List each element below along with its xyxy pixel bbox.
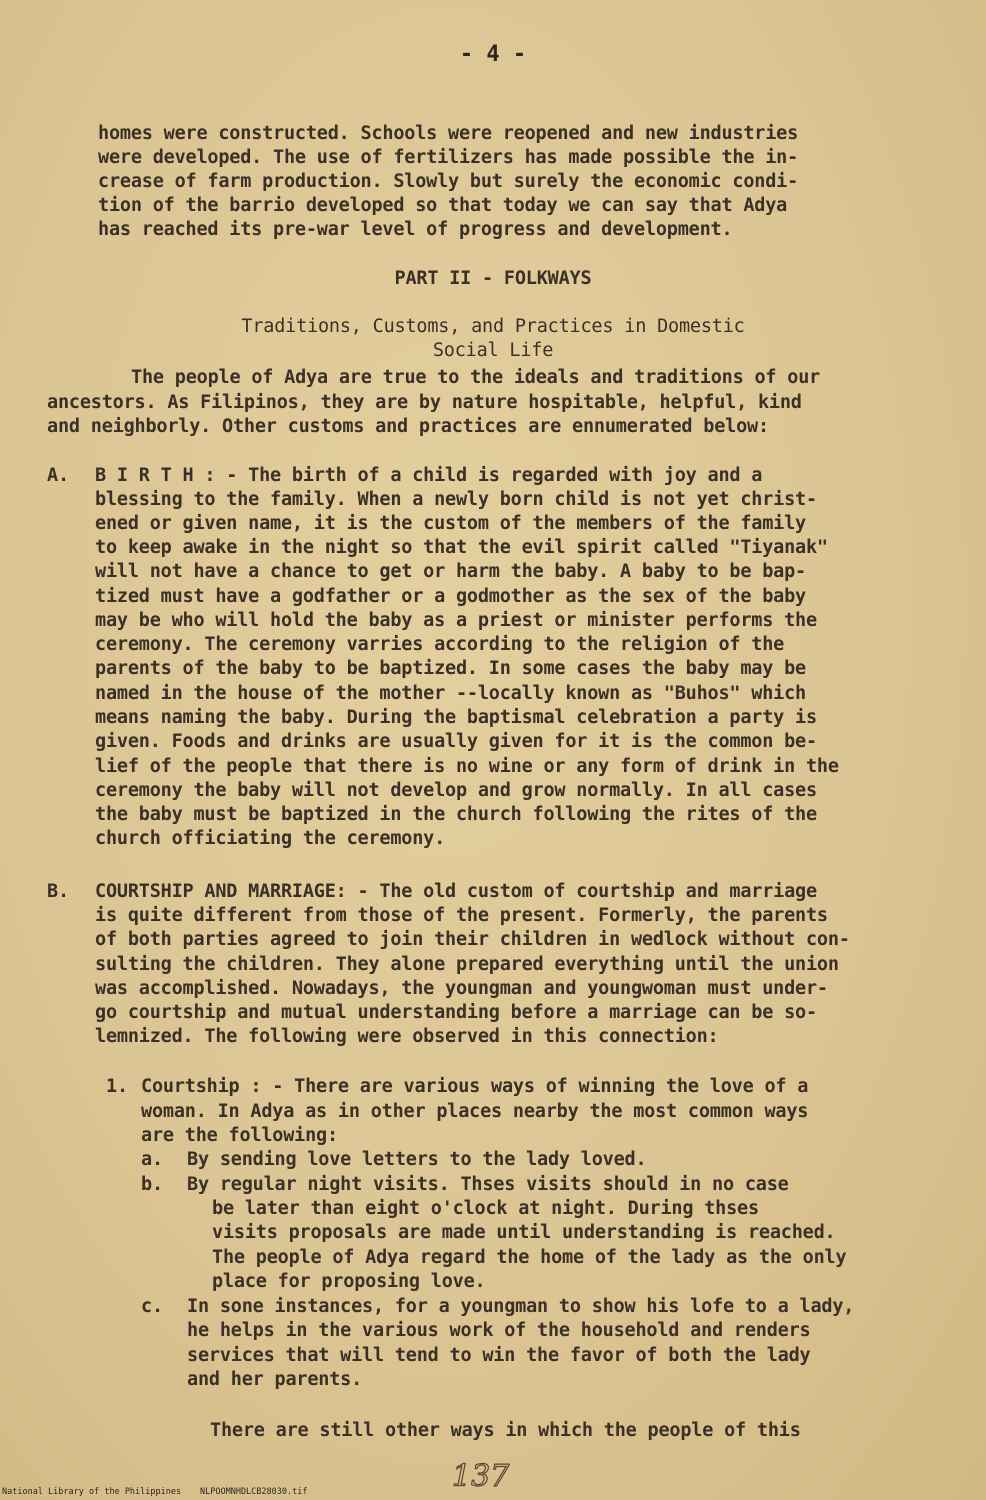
item-1c-line: In sone instances, for a youngman to show his lofe to a lady,: [187, 1296, 855, 1317]
intro-line: crease of farm production. Slowly but surely the economic condi-: [98, 171, 799, 192]
birth-line: blessing to the family. When a newly born child is not yet christ-: [95, 489, 817, 510]
birth-line: ceremony. The ceremony varries according to the religion of the: [95, 634, 785, 655]
courtship-line: COURTSHIP AND MARRIAGE: - The old custom of courtship and marriage: [95, 881, 817, 902]
item-1b-line: visits proposals are made until understanding is reached.: [212, 1222, 836, 1243]
item-1-label: 1.: [106, 1076, 128, 1097]
page-number: - 4 -: [459, 42, 527, 67]
item-1b-line: place for proposing love.: [212, 1271, 486, 1292]
birth-line: B I R T H : - The birth of a child is regarded with joy and a: [95, 465, 763, 486]
footer-filename: NLPOOMNHDLCB28030.tif: [200, 1487, 308, 1497]
birth-line: may be who will hold the baby as a priest or minister performs the: [95, 610, 817, 631]
item-1-line: are the following:: [141, 1125, 338, 1146]
birth-line: ened or given name, it is the custom of the members of the family: [95, 513, 806, 534]
handwritten-number-text: 137: [452, 1459, 510, 1494]
item-1b-label: b.: [141, 1174, 163, 1195]
item-1c-label: c.: [141, 1296, 163, 1317]
birth-line: ceremony the baby will not develop and grow normally. In all cases: [95, 780, 817, 801]
birth-line: parents of the baby to be baptized. In some cases the baby may be: [95, 658, 806, 679]
birth-line: tized must have a godfather or a godmother as the sex of the baby: [95, 586, 806, 607]
intro-line: has reached its pre-war level of progress and development.: [98, 219, 733, 240]
item-1a-label: a.: [141, 1149, 163, 1170]
courtship-line: go courtship and mutual understanding before a marriage can be so-: [95, 1002, 817, 1023]
item-1-line: Courtship : - There are various ways of winning the love of a: [141, 1076, 809, 1097]
birth-line: the baby must be baptized in the church following the rites of the: [95, 804, 817, 825]
courtship-line: was accomplished. Nowadays, the youngman and youngwoman must under-: [95, 978, 828, 999]
intro-line: were developed. The use of fertilizers has made possible the in-: [98, 147, 799, 168]
item-1b-line: be later than eight o'clock at night. During thses: [212, 1198, 759, 1219]
handwritten-number: [448, 1454, 518, 1496]
courtship-line: sulting the children. They alone prepared everything until the union: [95, 954, 839, 975]
birth-line: to keep awake in the night so that the evil spirit called "Tiyanak": [95, 537, 828, 558]
people-line: The people of Adya are true to the ideals and traditions of our: [131, 367, 821, 388]
courtship-line: of both parties agreed to join their children in wedlock without con-: [95, 929, 850, 950]
part-heading: PART II - FOLKWAYS: [394, 268, 592, 289]
birth-line: will not have a chance to get or harm the baby. A baby to be bap-: [95, 561, 806, 582]
item-1c-line: services that will tend to win the favor of both the lady: [187, 1345, 811, 1366]
birth-line: means naming the baby. During the baptismal celebration a party is: [95, 707, 817, 728]
item-1c-line: and her parents.: [187, 1369, 363, 1390]
section-a-label: A.: [47, 465, 69, 486]
birth-line: given. Foods and drinks are usually given for it is the common be-: [95, 731, 817, 752]
courtship-line: lemnized. The following were observed in this connection:: [95, 1026, 719, 1047]
item-1a-line: By sending love letters to the lady loved.: [187, 1149, 647, 1170]
birth-line: lief of the people that there is no wine or any form of drink in the: [95, 756, 839, 777]
subheading-line-1: Traditions, Customs, and Practices in Domestic: [241, 316, 745, 337]
last-paragraph-line: There are still other ways in which the people of this: [210, 1420, 801, 1441]
item-1b-line: The people of Adya regard the home of the lady as the only: [212, 1247, 847, 1268]
courtship-line: is quite different from those of the present. Formerly, the parents: [95, 905, 828, 926]
item-1-line: woman. In Adya as in other places nearby the most common ways: [141, 1101, 809, 1122]
birth-line: named in the house of the mother --locally known as "Buhos" which: [95, 683, 806, 704]
intro-line: tion of the barrio developed so that today we can say that Adya: [98, 195, 788, 216]
section-b-label: B.: [47, 881, 69, 902]
item-1c-line: he helps in the various work of the household and renders: [187, 1320, 811, 1341]
intro-line: homes were constructed. Schools were reopened and new industries: [98, 123, 799, 144]
item-1b-line: By regular night visits. Thses visits should in no case: [187, 1174, 789, 1195]
subheading-line-2: Social Life: [432, 340, 554, 361]
people-line: ancestors. As Filipinos, they are by nature hospitable, helpful, kind: [47, 392, 802, 413]
people-line: and neighborly. Other customs and practices are ennumerated below:: [47, 416, 769, 437]
birth-line: church officiating the ceremony.: [95, 828, 446, 849]
footer-library: National Library of the Philippines: [2, 1487, 182, 1497]
